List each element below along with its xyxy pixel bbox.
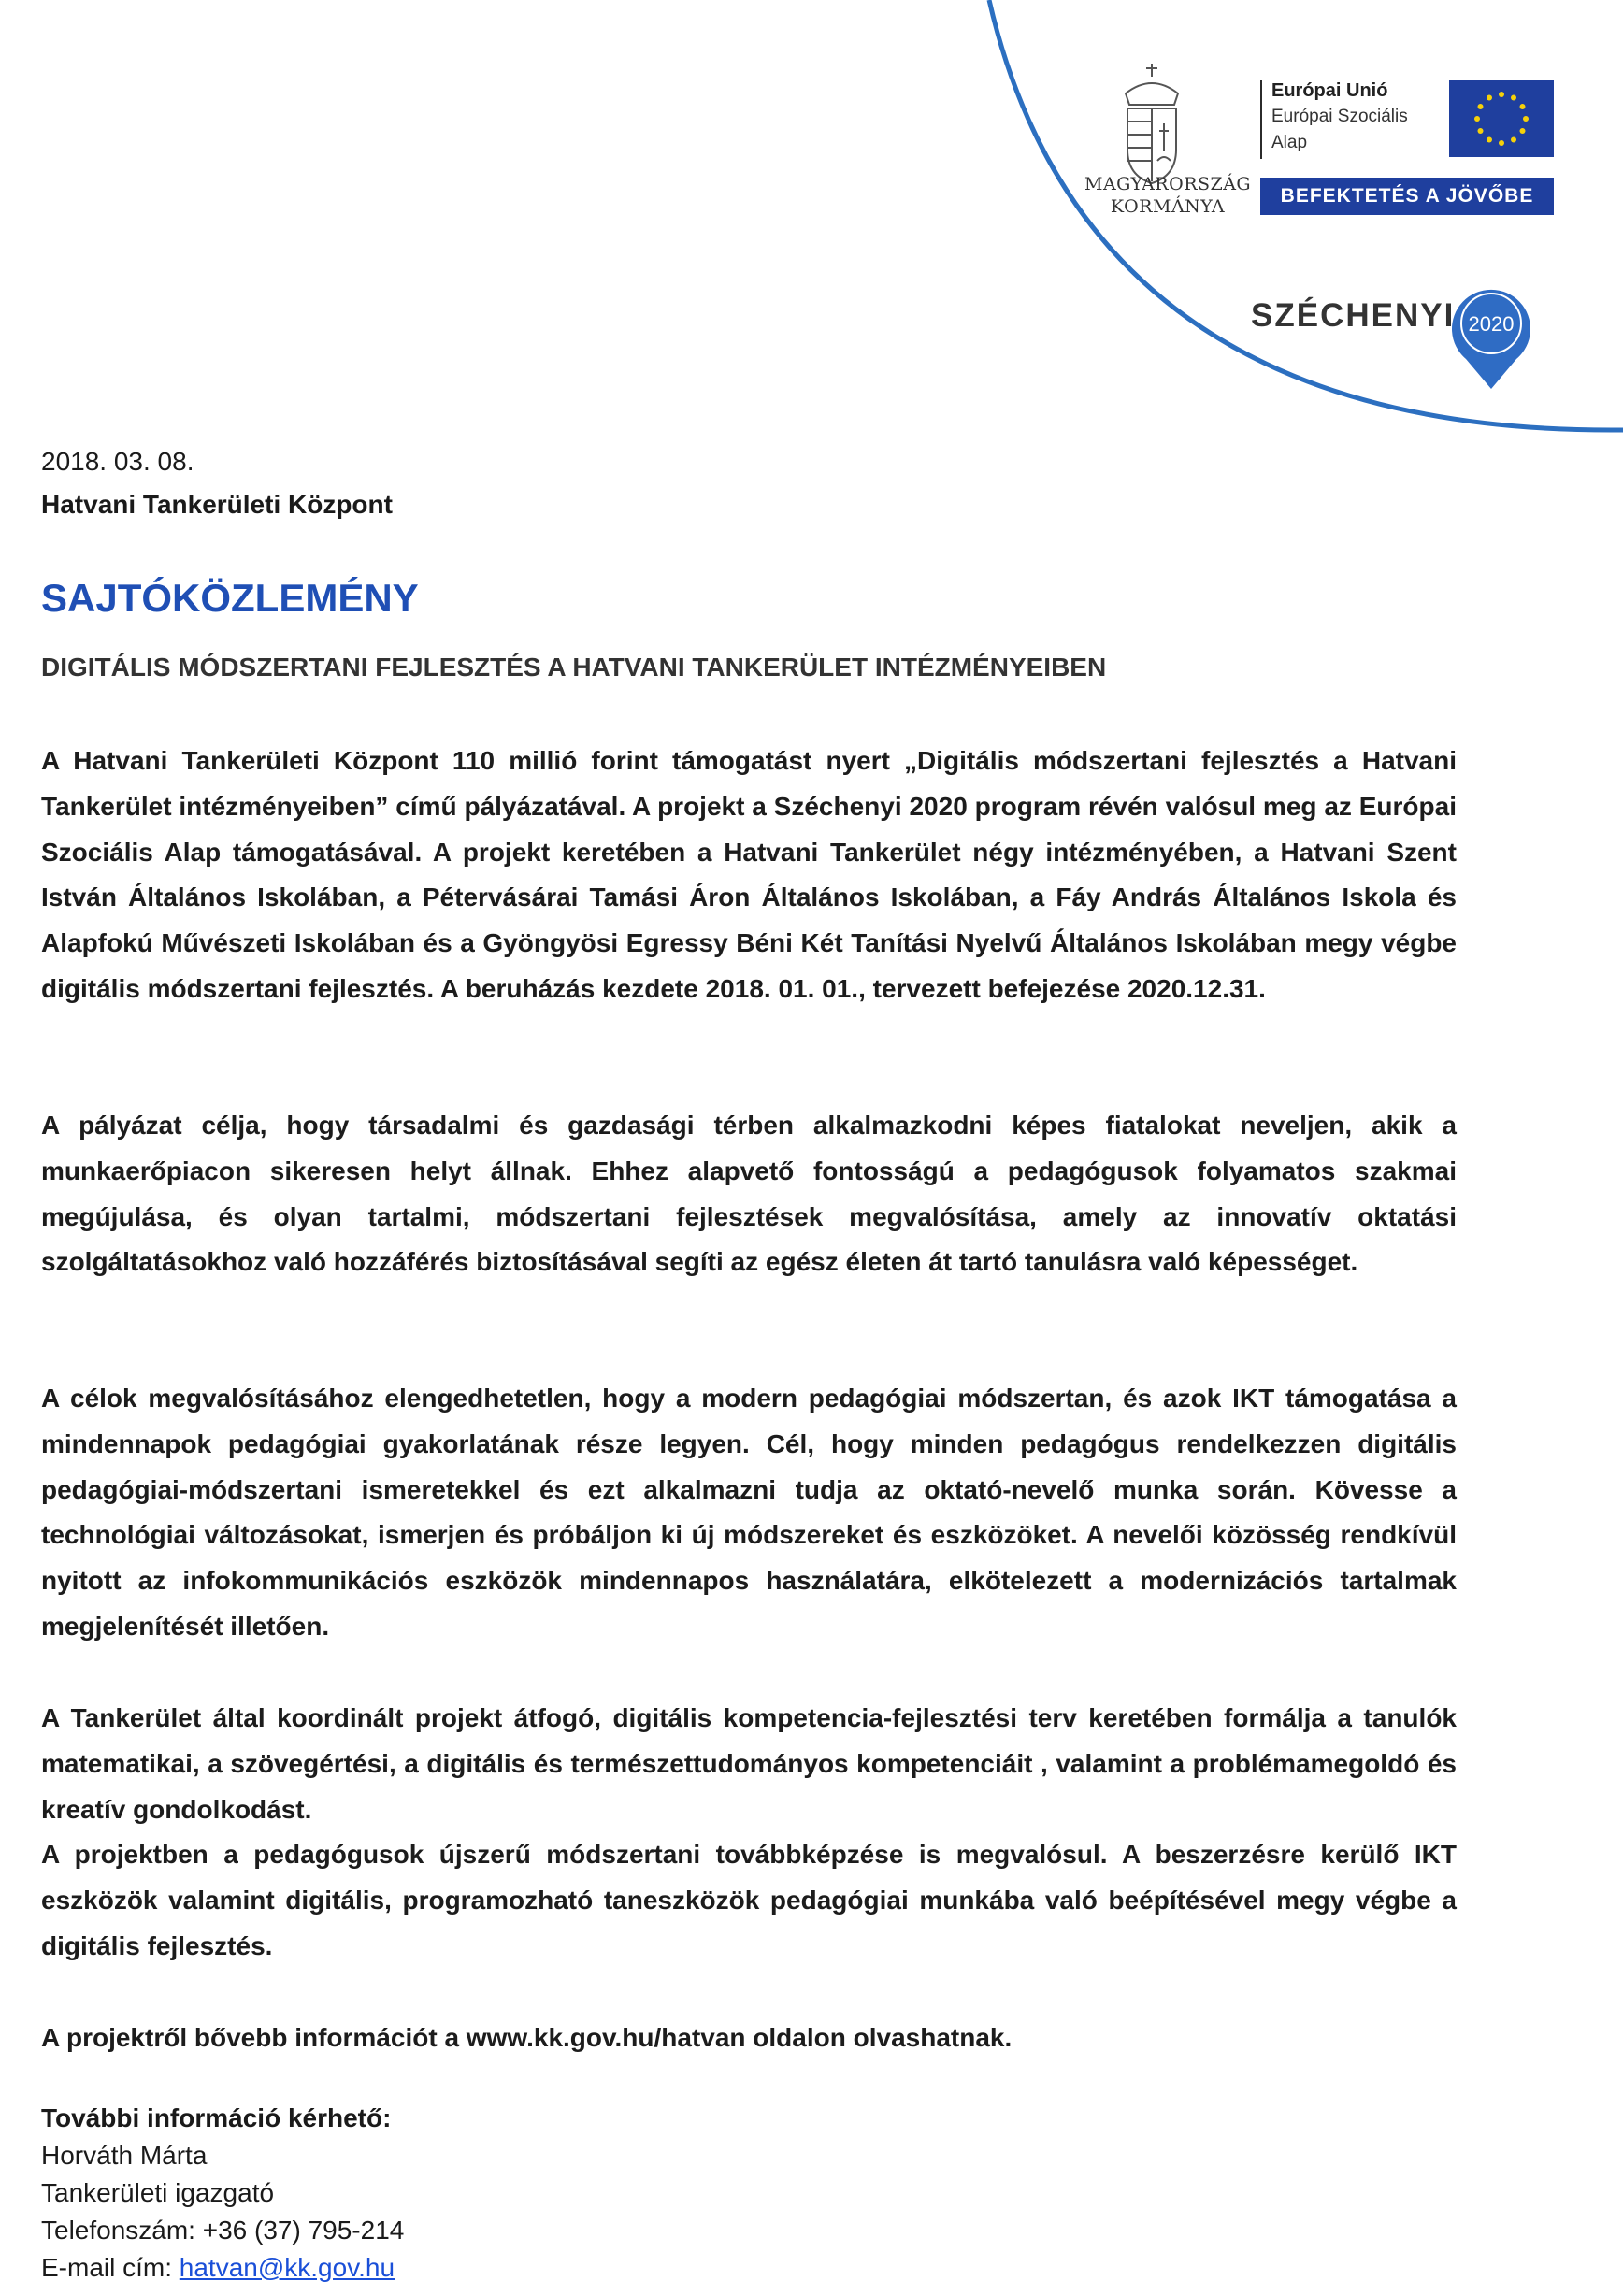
paragraph-training: A projektben a pedagógusok újszerű módszertani továbbképzése is megvalósul. A beszerzésre kerülő IKT eszközök valamint digitális, programozható taneszközök pedagógiai munkába való beépítésével megy végbe a digitális fejlesztés. [41,1840,1457,1960]
paragraph-competencies: A Tankerület által koordinált projekt átfogó, digitális kompetencia-fejlesztési terv keretében formálja a tanulók matematikai, a szövegértési, a digitális és természettudományos kompetenciáit , valamint a problémamegoldó és kreatív gondolkodást. [41,1703,1457,1824]
logo-divider [1260,80,1262,159]
gov-name-line2: KORMÁNYA [1110,196,1226,217]
contact-name: Horváth Márta [41,2141,208,2170]
szechenyi-year: 2020 [1468,312,1515,336]
paragraph-goal: A pályázat célja, hogy társadalmi és gazdasági térben alkalmazkodni képes fiatalokat neveljen, akik a munkaerőpiacon sikeresen helyt állnak. Ehhez alapvető fontosságú a pedagógusok folyamatos szakmai megújulása, és olyan tartalmi, módszertani fejlesztések megvalósítása, amely az innovatív oktatási szolgáltatásokhoz való hozzáférés biztosításával segíti az egész életen át tartó tanulásra való képességet. [41,1111,1457,1277]
eu-label-line2: Európai Szociális [1271,107,1408,126]
szechenyi-logo-text: SZÉCHENYI [1251,297,1456,334]
contact-email-label: E-mail cím: [41,2253,180,2282]
header-arc [0,0,1623,486]
invest-banner: BEFEKTETÉS A JÖVŐBE [1260,178,1554,215]
page-subtitle: DIGITÁLIS MÓDSZERTANI FEJLESZTÉS A HATVANI TANKERÜLET INTÉZMÉNYEIBEN [41,653,1107,682]
document-date: 2018. 03. 08. [41,447,194,476]
eu-label-line1: Európai Unió [1271,80,1388,101]
contact-role: Tankerületi igazgató [41,2178,275,2207]
contact-email-link[interactable]: hatvan@kk.gov.hu [179,2253,395,2282]
contact-email-row [41,2253,395,2283]
paragraph-methods: A célok megvalósításához elengedhetetlen, hogy a modern pedagógiai módszertan, és azok IKT támogatása a mindennapok pedagógiai gyakorlatának része legyen. Cél, hogy minden pedagógus rendelkezzen digitális pedagógiai-módszertani ismeretekkel és ezt alkalmazni tudja az oktató-nevelő munka során. Kövesse a technológiai változásokat, ismerjen és próbáljon ki új módszereket és eszközöket. A nevelői közösség rendkívül nyitott az infokommunikációs eszközök mindennapos használatára, elkötelezett a modernizációs tartalmak megjelenítését illetően. [41,1384,1457,1641]
gov-name-line1: MAGYARORSZÁG [1084,174,1252,194]
szechenyi-pin-icon [1440,277,1543,391]
contact-phone: Telefonszám: +36 (37) 795-214 [41,2216,405,2245]
eu-label-line3: Alap [1271,133,1308,152]
paragraph-intro: A Hatvani Tankerületi Központ 110 millió forint támogatást nyert „Digitális módszertani fejlesztés a Hatvani Tankerület intézményeiben” című pályázatával. A projekt a Széchenyi 2020 program révén valósul meg az Európai Szociális Alap támogatásával. A projekt keretében a Hatvani Tankerület négy intézményében, a Hatvani Szent István Általános Iskolában, a Pétervásárai Tamási Áron Általános Iskolában, a Fáy András Általános Iskola és Alapfokú Művészeti Iskolában és a Gyöngyösi Egressy Béni Két Tanítási Nyelvű Általános Iskolában megy végbe digitális módszertani fejlesztés. A beruházás kezdete 2018. 01. 01., tervezett befejezése 2020.12.31. [41,746,1457,1003]
eu-flag-icon [1449,80,1554,157]
contact-heading: További információ kérhető: [41,2103,392,2132]
page-title: SAJTÓKÖZLEMÉNY [41,576,419,620]
paragraph-more-info: A projektről bővebb információt a www.kk.gov.hu/hatvan oldalon olvashatnak. [41,2023,1013,2052]
issuing-organization: Hatvani Tankerületi Központ [41,490,393,519]
